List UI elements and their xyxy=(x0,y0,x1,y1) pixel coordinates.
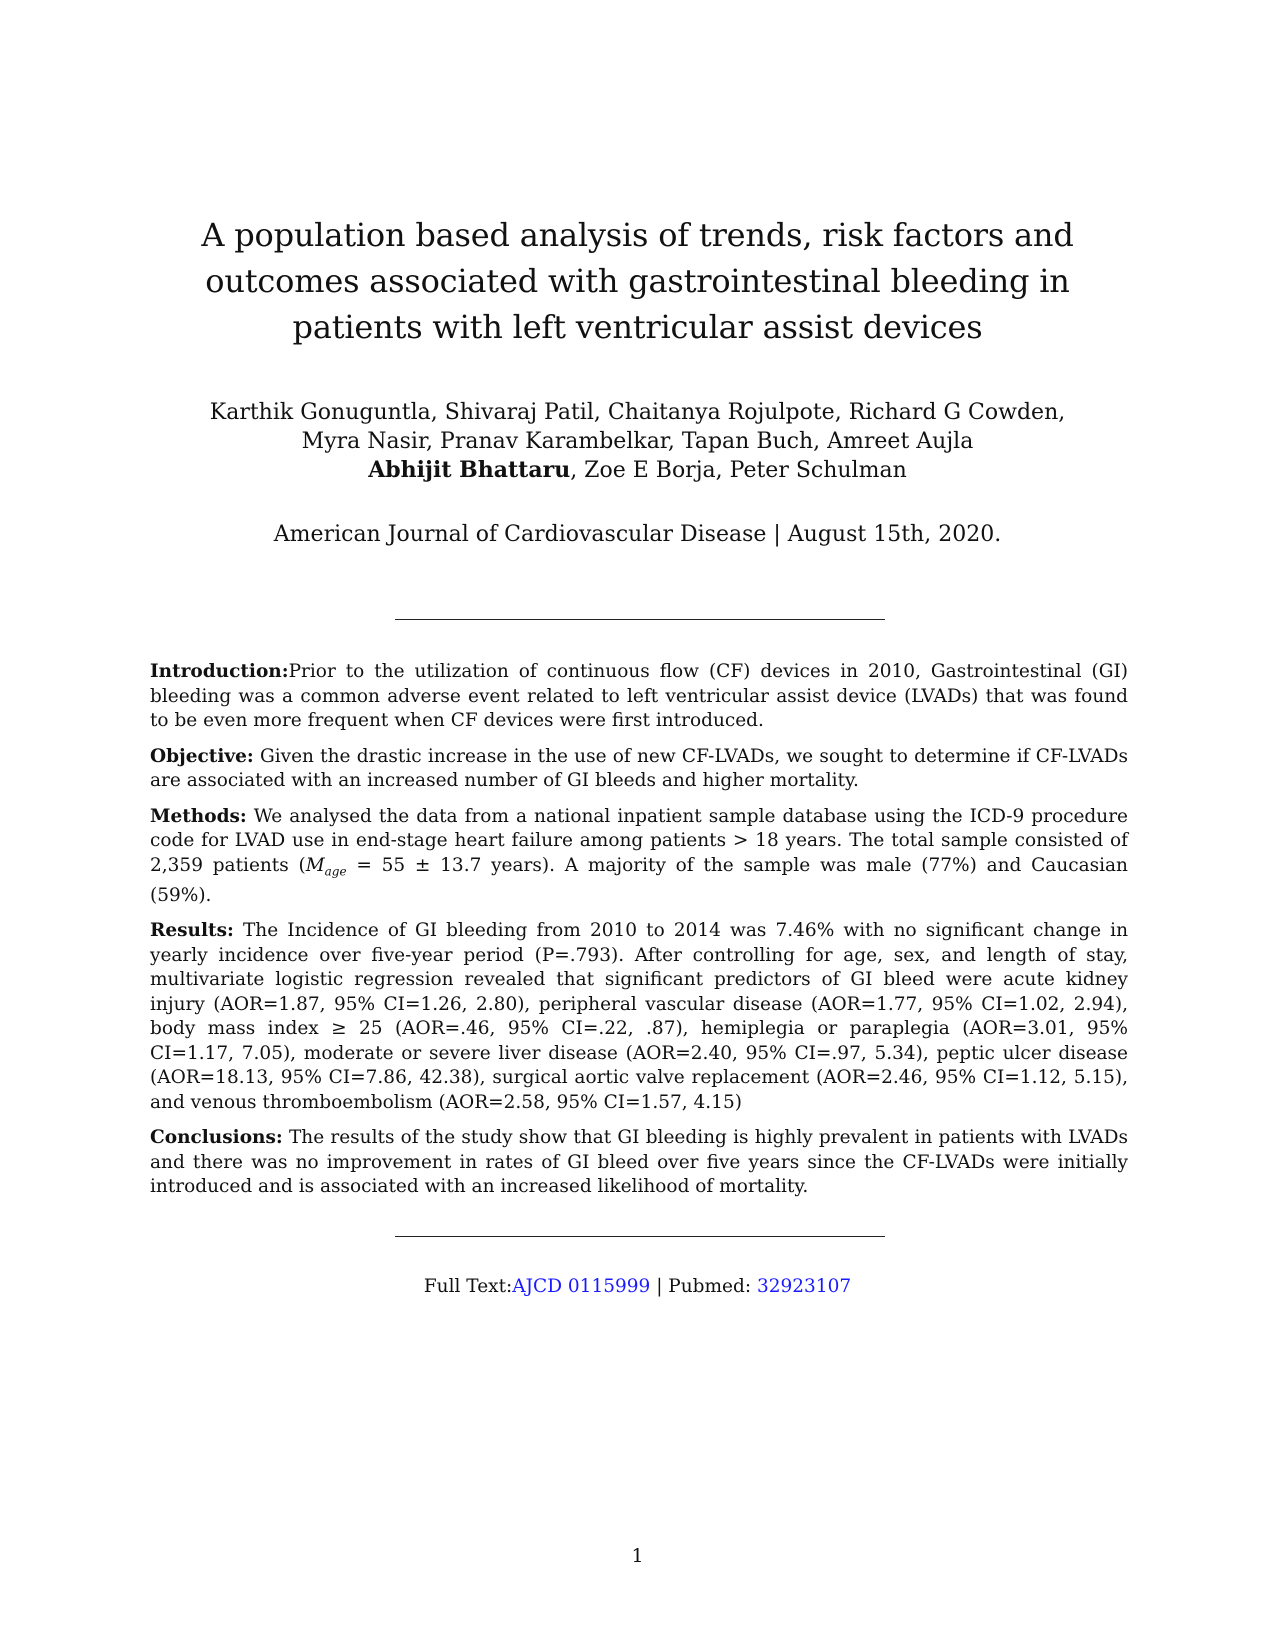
author-list xyxy=(140,398,1135,485)
abstract-methods xyxy=(150,805,1128,909)
mean-age-letter: M xyxy=(305,854,325,876)
full-text-link[interactable]: AJCD 0115999 xyxy=(512,1276,651,1297)
journal-citation: American Journal of Cardiovascular Disease | August 15th, 2020. xyxy=(273,522,1002,547)
abstract-introduction xyxy=(150,660,1128,734)
highlighted-author: Abhijit Bhattaru xyxy=(368,457,571,483)
conclusions-label: Conclusions: xyxy=(150,1127,283,1149)
introduction-label: Introduction: xyxy=(150,661,289,682)
abstract xyxy=(150,660,1128,1211)
author-line-1: Karthik Gonuguntla, Shivaraj Patil, Chaitanya Rojulpote, Richard G Cowden, xyxy=(209,400,1066,425)
abstract-objective xyxy=(150,745,1128,794)
top-divider xyxy=(395,619,885,620)
mean-age-subscript: age xyxy=(324,864,347,879)
abstract-conclusions xyxy=(150,1126,1128,1200)
conclusions-text: The results of the study show that GI bleeding is highly prevalent in patients with LVADs and there was no improvement in rates of GI bleed over five years since the CF-LVADs were initially introduced and is associated with an increased likelihood of mortality. xyxy=(150,1127,1128,1198)
pubmed-label: | Pubmed: xyxy=(650,1276,757,1297)
page-number: 1 xyxy=(631,1545,644,1567)
author-line-3 xyxy=(140,456,1135,485)
reference-links xyxy=(140,1275,1135,1299)
introduction-text: Prior to the utilization of continuous flow (CF) devices in 2010, Gastrointestinal (GI) bleeding was a common adverse event related to left ventricular assist device (LVADs) that was found to be even more frequent when CF devices were first introduced. xyxy=(150,661,1128,731)
mean-age-symbol xyxy=(305,854,347,879)
author-line-3-rest: , Zoe E Borja, Peter Schulman xyxy=(570,458,907,483)
paper-title: A population based analysis of trends, risk factors and outcomes associated with gastrointestinal bleeding in patients with left ventricular assist devices xyxy=(201,216,1074,346)
methods-text-before: We analysed the data from a national inpatient sample database using the ICD-9 procedure code for LVAD use in end-stage heart failure among patients > 18 years. The total sample consisted of 2,359 patients ( xyxy=(150,805,1128,876)
methods-label: Methods: xyxy=(150,805,247,827)
results-label: Results: xyxy=(150,920,234,942)
full-text-label: Full Text: xyxy=(423,1276,513,1297)
objective-label: Objective: xyxy=(150,745,254,767)
results-text: The Incidence of GI bleeding from 2010 to 2014 was 7.46% with no significant change in yearly incidence over five-year period (P=.793). After controlling for age, sex, and length of stay, multivariate logistic regression revealed that significant predictors of GI bleed were acute kidney injury (AOR=1.87, 95% CI=1.26, 2.80), peripheral vascular disease (AOR=1.77, 95% CI=1.02, 2.94), body mass index ≥ 25 (AOR=.46, 95% CI=.22, .87), hemiplegia or paraplegia (AOR=3.01, 95% CI=1.17, 7.05), moderate or severe liver disease (AOR=2.40, 95% CI=.97, 5.34), peptic ulcer disease (AOR=18.13, 95% CI=7.86, 42.38), surgical aortic valve replacement (AOR=2.46, 95% CI=1.12, 5.15), and venous thromboembolism (AOR=2.58, 95% CI=1.57, 4.15) xyxy=(150,920,1128,1113)
author-line-2: Myra Nasir, Pranav Karambelkar, Tapan Buch, Amreet Aujla xyxy=(301,429,974,454)
abstract-results xyxy=(150,919,1128,1115)
bottom-divider xyxy=(395,1236,885,1237)
objective-text: Given the drastic increase in the use of new CF-LVADs, we sought to determine if CF-LVADs are associated with an increased number of GI bleeds and higher mortality. xyxy=(150,745,1128,791)
pubmed-link[interactable]: 32923107 xyxy=(756,1276,852,1297)
methods-text-after: = 55 ± 13.7 years). A majority of the sample was male (77%) and Caucasian (59%). xyxy=(150,854,1128,906)
